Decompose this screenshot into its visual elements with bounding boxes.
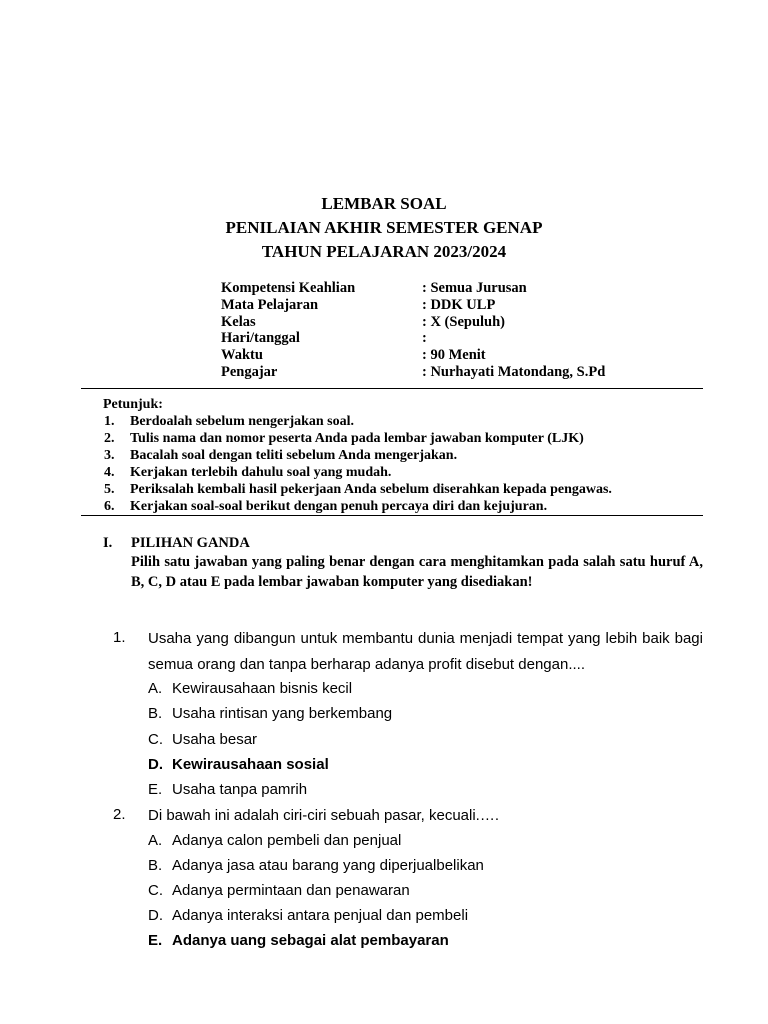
option-letter: B. [148,857,163,874]
option-letter: B. [148,705,163,722]
info-value: : DDK ULP [422,297,496,313]
section-number: I. [103,535,113,551]
option-text: Adanya uang sebagai alat pembayaran [172,932,449,949]
instruction-text: Periksalah kembali hasil pekerjaan Anda sebelum diserahkan kepada pengawas. [130,482,612,497]
section-description: Pilih satu jawaban yang paling benar dengan cara menghitamkan pada salah satu huruf A, B, C, D atau E pada lembar jawaban komputer yang disediakan! [131,554,703,590]
option-letter: C. [148,731,163,748]
info-label: Mata Pelajaran [221,297,319,313]
option-letter: D. [148,907,163,924]
question-number: 2. [113,806,126,823]
exam-name: PENILAIAN AKHIR SEMESTER GENAP [225,218,543,237]
question-text: Di bawah ini adalah ciri-ciri sebuah pasar, kecuali.…. [148,807,500,824]
info-label: Kompetensi Keahlian [221,280,356,296]
option-letter: A. [148,680,163,697]
question-number: 1. [113,629,126,646]
document-title: LEMBAR SOAL [321,194,447,213]
divider-top [81,388,703,389]
info-label: Kelas [221,314,256,330]
exam-info-block [221,280,701,380]
option-letter: A. [148,832,163,849]
instruction-number: 5. [104,482,115,497]
option-letter: E. [148,932,163,949]
option-letter: D. [148,756,163,773]
instruction-text: Tulis nama dan nomor peserta Anda pada lembar jawaban komputer (LJK) [130,431,584,446]
instruction-text: Bacalah soal dengan teliti sebelum Anda mengerjakan. [130,448,458,463]
instruction-number: 3. [104,448,115,463]
info-label: Hari/tanggal [221,330,300,346]
instructions-heading: Petunjuk: [103,397,163,412]
question-text: Usaha yang dibangun untuk membantu dunia menjadi tempat yang lebih baik bagi semua orang dan tanpa berharap adanya profit disebut dengan.... [148,630,703,673]
instruction-text: Berdoalah sebelum nengerjakan soal. [130,414,355,429]
option-text: Usaha besar [172,731,258,748]
academic-year: TAHUN PELAJARAN 2023/2024 [261,242,507,261]
instruction-number: 1. [104,414,115,429]
option-text: Usaha rintisan yang berkembang [172,705,393,722]
option-text: Adanya jasa atau barang yang diperjualbelikan [172,857,484,874]
instruction-number: 2. [104,431,115,446]
info-value: : Semua Jurusan [422,280,527,296]
option-text: Usaha tanpa pamrih [172,781,308,798]
option-letter: C. [148,882,163,899]
instruction-text: Kerjakan terlebih dahulu soal yang mudah. [130,465,392,480]
info-value: : [422,330,427,346]
info-value: : 90 Menit [422,347,486,363]
option-text: Adanya permintaan dan penawaran [172,882,410,899]
option-letter: E. [148,781,163,798]
info-label: Waktu [221,347,263,363]
option-text: Adanya interaksi antara penjual dan pembeli [172,907,469,924]
option-text: Kewirausahaan bisnis kecil [172,680,353,697]
info-label: Pengajar [221,364,278,380]
instruction-number: 6. [104,499,115,514]
divider-bottom [81,515,703,516]
info-value: : Nurhayati Matondang, S.Pd [422,364,606,380]
section-title: PILIHAN GANDA [131,535,250,551]
instruction-number: 4. [104,465,115,480]
option-text: Adanya calon pembeli dan penjual [172,832,402,849]
info-value: : X (Sepuluh) [422,314,505,330]
instruction-text: Kerjakan soal-soal berikut dengan penuh percaya diri dan kejujuran. [130,499,548,514]
option-text: Kewirausahaan sosial [172,756,329,773]
